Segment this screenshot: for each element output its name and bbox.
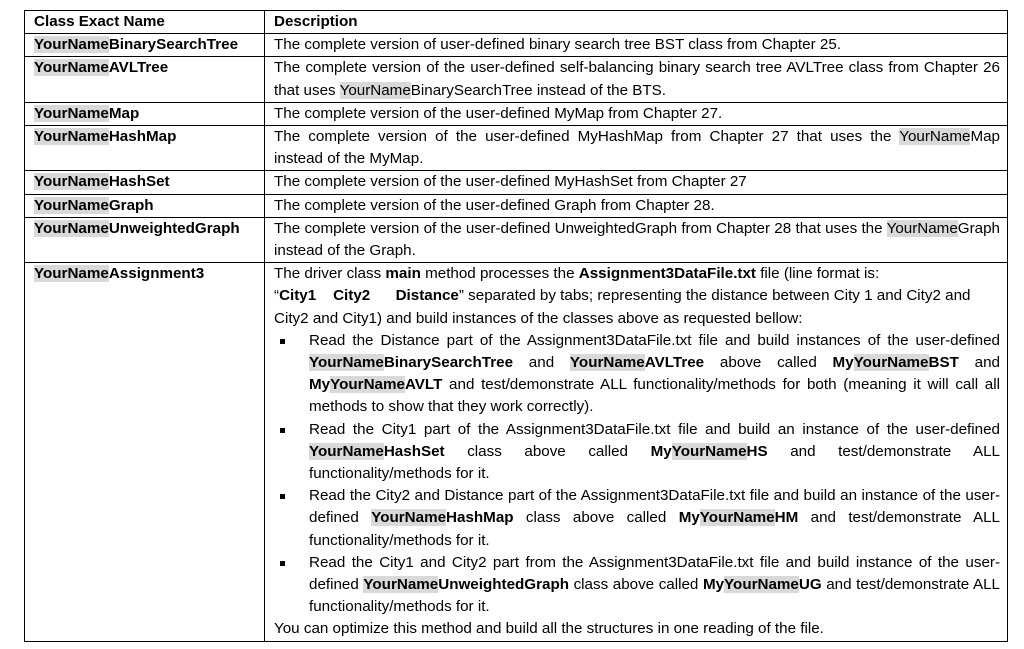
table-row <box>25 126 1008 171</box>
text: above called <box>704 354 833 372</box>
table-row <box>25 171 1008 194</box>
class-suffix: BinarySearchTree <box>383 354 514 372</box>
text: class above called <box>513 509 679 527</box>
field-city2: City2 <box>333 287 371 305</box>
highlight-prefix: YourName <box>34 196 109 214</box>
table-row <box>25 102 1008 125</box>
var-prefix: My <box>678 509 700 527</box>
text: and test/demonstrate ALL functionality/methods for it. <box>309 442 1000 483</box>
text: class above called <box>569 576 703 594</box>
driver-intro <box>274 263 1000 330</box>
desc-text: Graph instead of the Graph. <box>274 219 1000 260</box>
var-prefix: My <box>309 376 331 394</box>
highlight-prefix: YourName <box>724 576 799 594</box>
var-prefix: My <box>702 576 725 594</box>
text: method processes the <box>420 265 579 283</box>
highlight-prefix: YourName <box>34 104 109 122</box>
table-row <box>25 263 1008 641</box>
highlight-prefix: YourName <box>569 354 645 372</box>
table-row <box>25 217 1008 262</box>
text: and test/demonstrate ALL functionality/methods for it. <box>309 576 1000 616</box>
text: Read the City2 and Distance part of the Assignment3DataFile.txt file and build an instance of the user-defined <box>309 487 1000 527</box>
text: and test/demonstrate ALL functionality/methods for it. <box>309 509 1001 549</box>
desc-highlight: YourName <box>339 81 411 99</box>
driver-description-cell <box>265 263 1008 641</box>
var-suffix: HM <box>774 509 799 527</box>
var-prefix: My <box>650 442 672 460</box>
class-suffix: HashSet <box>108 173 170 191</box>
text: and test/demonstrate ALL functionality/methods for both (meaning it will call all methods to show that they work correctly). <box>309 376 1000 416</box>
highlight-prefix: YourName <box>34 128 109 146</box>
driver-closing: You can optimize this method and build all the structures in one reading of the file. <box>274 620 824 638</box>
highlight-prefix: YourName <box>34 219 109 237</box>
class-suffix: Assignment3 <box>108 265 205 283</box>
highlight-prefix: YourName <box>34 36 109 54</box>
field-distance: Distance <box>395 287 459 305</box>
class-spec-table <box>24 10 1008 642</box>
highlight-prefix: YourName <box>34 265 109 283</box>
table-row <box>25 34 1008 57</box>
highlight-prefix: YourName <box>309 354 384 372</box>
text: Read the City1 and City2 part from the Assignment3DataFile.txt file and build instance of the user-defined <box>309 553 1000 594</box>
desc-text: The complete version of the user-defined MyHashMap from Chapter 27 that uses the <box>274 128 900 146</box>
header-class-name: Class Exact Name <box>25 11 265 34</box>
table-row <box>25 57 1008 102</box>
highlight-prefix: YourName <box>34 59 109 77</box>
class-name-cell <box>25 102 265 125</box>
description-cell: The complete version of the user-defined MyMap from Chapter 27. <box>265 102 1008 125</box>
text: and <box>513 354 570 372</box>
class-name-cell <box>25 171 265 194</box>
class-suffix: AVLTree <box>644 354 705 372</box>
class-name-cell <box>25 217 265 262</box>
description-cell: The complete version of the user-defined Graph from Chapter 28. <box>265 194 1008 217</box>
highlight-prefix: YourName <box>34 173 109 191</box>
description-cell <box>265 217 1008 262</box>
main-keyword: main <box>385 265 421 283</box>
class-suffix: HashSet <box>383 442 445 460</box>
class-suffix: UnweightedGraph <box>438 576 570 594</box>
highlight-prefix: YourName <box>371 509 447 527</box>
desc-text: The complete version of the user-defined self-balancing binary search tree AVLTree class from Chapter 26 that uses <box>274 59 1000 99</box>
description-cell <box>265 57 1008 102</box>
text: file (line format is: <box>755 265 880 283</box>
task-list <box>274 330 1000 619</box>
list-item <box>300 485 1000 552</box>
table-header-row <box>25 11 1008 34</box>
class-name-cell <box>25 263 265 641</box>
class-suffix: Graph <box>108 196 154 214</box>
data-file-name: Assignment3DataFile.txt <box>578 265 756 283</box>
description-cell <box>265 126 1008 171</box>
list-item <box>300 552 1000 619</box>
highlight-prefix: YourName <box>363 576 439 594</box>
class-suffix: HashMap <box>108 128 177 146</box>
highlight-prefix: YourName <box>309 442 384 460</box>
var-suffix: HS <box>746 442 768 460</box>
text: Read the City1 part of the Assignment3DataFile.txt file and build an instance of the user-defined <box>309 420 1000 438</box>
var-suffix: AVLT <box>404 376 443 394</box>
text: The driver class <box>274 265 386 283</box>
list-item <box>300 419 1000 486</box>
class-suffix: AVLTree <box>108 59 169 77</box>
class-name-cell <box>25 194 265 217</box>
var-prefix: My <box>832 354 854 372</box>
var-suffix: BST <box>928 354 959 372</box>
text: “ <box>274 287 280 305</box>
desc-highlight: YourName <box>899 128 971 146</box>
class-suffix: Map <box>108 104 140 122</box>
desc-text: The complete version of the user-defined UnweightedGraph from Chapter 28 that uses the <box>274 219 887 237</box>
description-cell: The complete version of the user-defined MyHashSet from Chapter 27 <box>265 171 1008 194</box>
list-item <box>300 330 1000 419</box>
class-suffix: BinarySearchTree <box>108 36 239 54</box>
class-suffix: HashMap <box>446 509 514 527</box>
highlight-prefix: YourName <box>671 442 747 460</box>
text: and <box>958 354 1000 372</box>
highlight-prefix: YourName <box>330 376 405 394</box>
desc-text: BinarySearchTree instead of the BTS. <box>410 81 667 99</box>
highlight-prefix: YourName <box>853 354 929 372</box>
highlight-prefix: YourName <box>699 509 775 527</box>
table-row <box>25 194 1008 217</box>
description-cell: The complete version of user-defined binary search tree BST class from Chapter 25. <box>265 34 1008 57</box>
text: class above called <box>444 442 651 460</box>
header-description: Description <box>265 11 1008 34</box>
field-city1: City1 <box>279 287 317 305</box>
class-name-cell <box>25 57 265 102</box>
class-suffix: UnweightedGraph <box>108 219 240 237</box>
desc-highlight: YourName <box>886 219 958 237</box>
class-name-cell <box>25 126 265 171</box>
var-suffix: UG <box>798 576 822 594</box>
desc-text: Map instead of the MyMap. <box>274 128 1000 168</box>
text: Read the Distance part of the Assignment3DataFile.txt file and build instances of the user-defined <box>309 331 1000 349</box>
class-name-cell <box>25 34 265 57</box>
text: ” separated by tabs; representing the distance between City 1 and City2 and City2 and City1) and build instances of the classes above as requested bellow: <box>274 287 971 327</box>
